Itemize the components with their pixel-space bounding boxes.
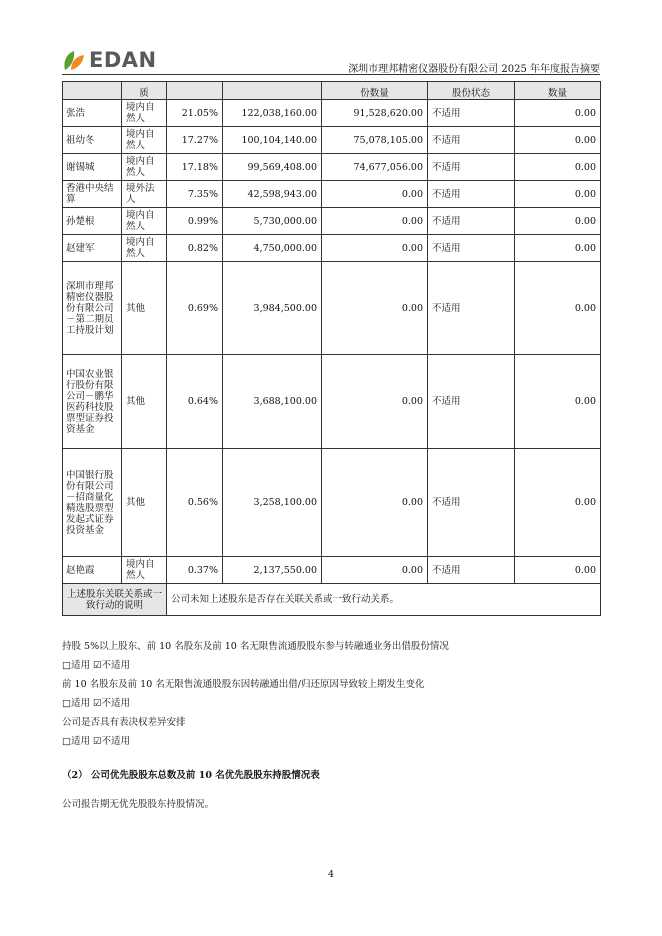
share-status: 不适用 xyxy=(428,181,515,208)
holding-pct: 0.82% xyxy=(167,235,223,262)
shareholder-name: 祖幼冬 xyxy=(63,127,122,154)
page-number: 4 xyxy=(327,869,335,880)
shareholder-name: 赵艳霞 xyxy=(63,557,122,584)
table-row xyxy=(63,127,601,154)
pledge-qty: 0.00 xyxy=(515,208,601,235)
holding-shares: 3,984,500.00 xyxy=(223,262,322,355)
share-status: 不适用 xyxy=(428,557,515,584)
holding-pct: 21.05% xyxy=(167,100,223,127)
lending-change-option: □适用 ☑不适用 xyxy=(62,698,131,709)
restricted-shares: 0.00 xyxy=(322,557,428,584)
shareholder-name: 赵建军 xyxy=(63,235,122,262)
table-row xyxy=(63,208,601,235)
restricted-shares: 0.00 xyxy=(322,235,428,262)
brand-name: EDAN xyxy=(89,48,157,72)
shareholder-nature: 其他 xyxy=(122,449,167,557)
pledge-qty: 0.00 xyxy=(515,181,601,208)
header-cell: 质 xyxy=(122,82,167,100)
holding-shares: 99,569,408.00 xyxy=(223,154,322,181)
header-cell xyxy=(167,82,223,100)
holding-shares: 3,688,100.00 xyxy=(223,355,322,449)
restricted-shares: 0.00 xyxy=(322,355,428,449)
report-title: 深圳市理邦精密仪器股份有限公司 2025 年年度报告摘要 xyxy=(348,64,600,75)
holding-pct: 0.56% xyxy=(167,449,223,557)
table-row xyxy=(63,154,601,181)
share-status: 不适用 xyxy=(428,235,515,262)
share-status: 不适用 xyxy=(428,262,515,355)
holding-shares: 122,038,160.00 xyxy=(223,100,322,127)
holding-pct: 17.18% xyxy=(167,154,223,181)
relationship-note-text: 公司未知上述股东是否存在关联关系或一致行动关系。 xyxy=(167,584,601,616)
table-note-row xyxy=(63,584,601,616)
restricted-shares: 74,677,056.00 xyxy=(322,154,428,181)
header-cell: 股份状态 xyxy=(428,82,515,100)
shareholder-name: 孙楚根 xyxy=(63,208,122,235)
holding-shares: 42,598,943.00 xyxy=(223,181,322,208)
holding-pct: 0.99% xyxy=(167,208,223,235)
lending-disclosure-option: □适用 ☑不适用 xyxy=(62,660,131,671)
voting-rights-text: 公司是否具有表决权差异安排 xyxy=(62,717,186,728)
table-header-row xyxy=(63,82,601,100)
pledge-qty: 0.00 xyxy=(515,355,601,449)
lending-disclosure-text: 持股 5%以上股东、前 10 名股东及前 10 名无限售流通股股东参与转融通业务出借股份情况 xyxy=(62,641,449,652)
header-cell xyxy=(223,82,322,100)
relationship-note-label: 上述股东关联关系或一致行动的说明 xyxy=(63,584,167,616)
restricted-shares: 0.00 xyxy=(322,181,428,208)
shareholder-nature: 其他 xyxy=(122,262,167,355)
holding-shares: 100,104,140.00 xyxy=(223,127,322,154)
header-cell: 份数量 xyxy=(322,82,428,100)
holding-pct: 0.69% xyxy=(167,262,223,355)
shareholder-name: 中国农业银行股份有限公司－鹏华医药科技股票型证券投资基金 xyxy=(63,355,122,449)
table-row xyxy=(63,100,601,127)
table-row xyxy=(63,557,601,584)
shareholder-name: 中国银行股份有限公司－招商量化精选股票型发起式证券投资基金 xyxy=(63,449,122,557)
table-row xyxy=(63,181,601,208)
holding-pct: 0.37% xyxy=(167,557,223,584)
restricted-shares: 0.00 xyxy=(322,208,428,235)
holding-pct: 17.27% xyxy=(167,127,223,154)
pledge-qty: 0.00 xyxy=(515,100,601,127)
table-row xyxy=(63,262,601,355)
share-status: 不适用 xyxy=(428,449,515,557)
pledge-qty: 0.00 xyxy=(515,449,601,557)
holding-shares: 2,137,550.00 xyxy=(223,557,322,584)
shareholder-nature: 境内自然人 xyxy=(122,154,167,181)
restricted-shares: 0.00 xyxy=(322,449,428,557)
header-cell xyxy=(63,82,122,100)
shareholder-name: 张浩 xyxy=(63,100,122,127)
shareholder-nature: 境内自然人 xyxy=(122,235,167,262)
restricted-shares: 0.00 xyxy=(322,262,428,355)
pledge-qty: 0.00 xyxy=(515,154,601,181)
edan-logo xyxy=(62,48,172,72)
holding-pct: 0.64% xyxy=(167,355,223,449)
section-heading: （2） 公司优先股股东总数及前 10 名优先股股东持股情况表 xyxy=(62,770,320,781)
page-header xyxy=(62,48,600,75)
holding-shares: 5,730,000.00 xyxy=(223,208,322,235)
shareholder-nature: 境内自然人 xyxy=(122,557,167,584)
header-cell: 数量 xyxy=(515,82,601,100)
table-row xyxy=(63,235,601,262)
shareholder-name: 香港中央结算 xyxy=(63,181,122,208)
shareholder-nature: 境内自然人 xyxy=(122,127,167,154)
pledge-qty: 0.00 xyxy=(515,127,601,154)
preferred-shares-text: 公司报告期无优先股股东持股情况。 xyxy=(62,799,215,810)
restricted-shares: 91,528,620.00 xyxy=(322,100,428,127)
shareholder-nature: 境外法人 xyxy=(122,181,167,208)
share-status: 不适用 xyxy=(428,127,515,154)
shareholder-name: 深圳市理邦精密仪器股份有限公司－第二期员工持股计划 xyxy=(63,262,122,355)
voting-rights-option: □适用 ☑不适用 xyxy=(62,736,131,747)
pledge-qty: 0.00 xyxy=(515,557,601,584)
lending-change-text: 前 10 名股东及前 10 名无限售流通股股东因转融通出借/归还原因导致较上期发生变化 xyxy=(62,679,425,690)
holding-pct: 7.35% xyxy=(167,181,223,208)
holding-shares: 4,750,000.00 xyxy=(223,235,322,262)
pledge-qty: 0.00 xyxy=(515,262,601,355)
restricted-shares: 75,078,105.00 xyxy=(322,127,428,154)
pledge-qty: 0.00 xyxy=(515,235,601,262)
table-row xyxy=(63,355,601,449)
share-status: 不适用 xyxy=(428,208,515,235)
shareholder-name: 谢锡城 xyxy=(63,154,122,181)
holding-shares: 3,258,100.00 xyxy=(223,449,322,557)
table-row xyxy=(63,449,601,557)
leaf-icon xyxy=(62,48,88,72)
share-status: 不适用 xyxy=(428,154,515,181)
share-status: 不适用 xyxy=(428,355,515,449)
shareholder-nature: 境内自然人 xyxy=(122,208,167,235)
share-status: 不适用 xyxy=(428,100,515,127)
shareholder-nature: 境内自然人 xyxy=(122,100,167,127)
shareholder-table xyxy=(62,81,601,616)
shareholder-nature: 其他 xyxy=(122,355,167,449)
